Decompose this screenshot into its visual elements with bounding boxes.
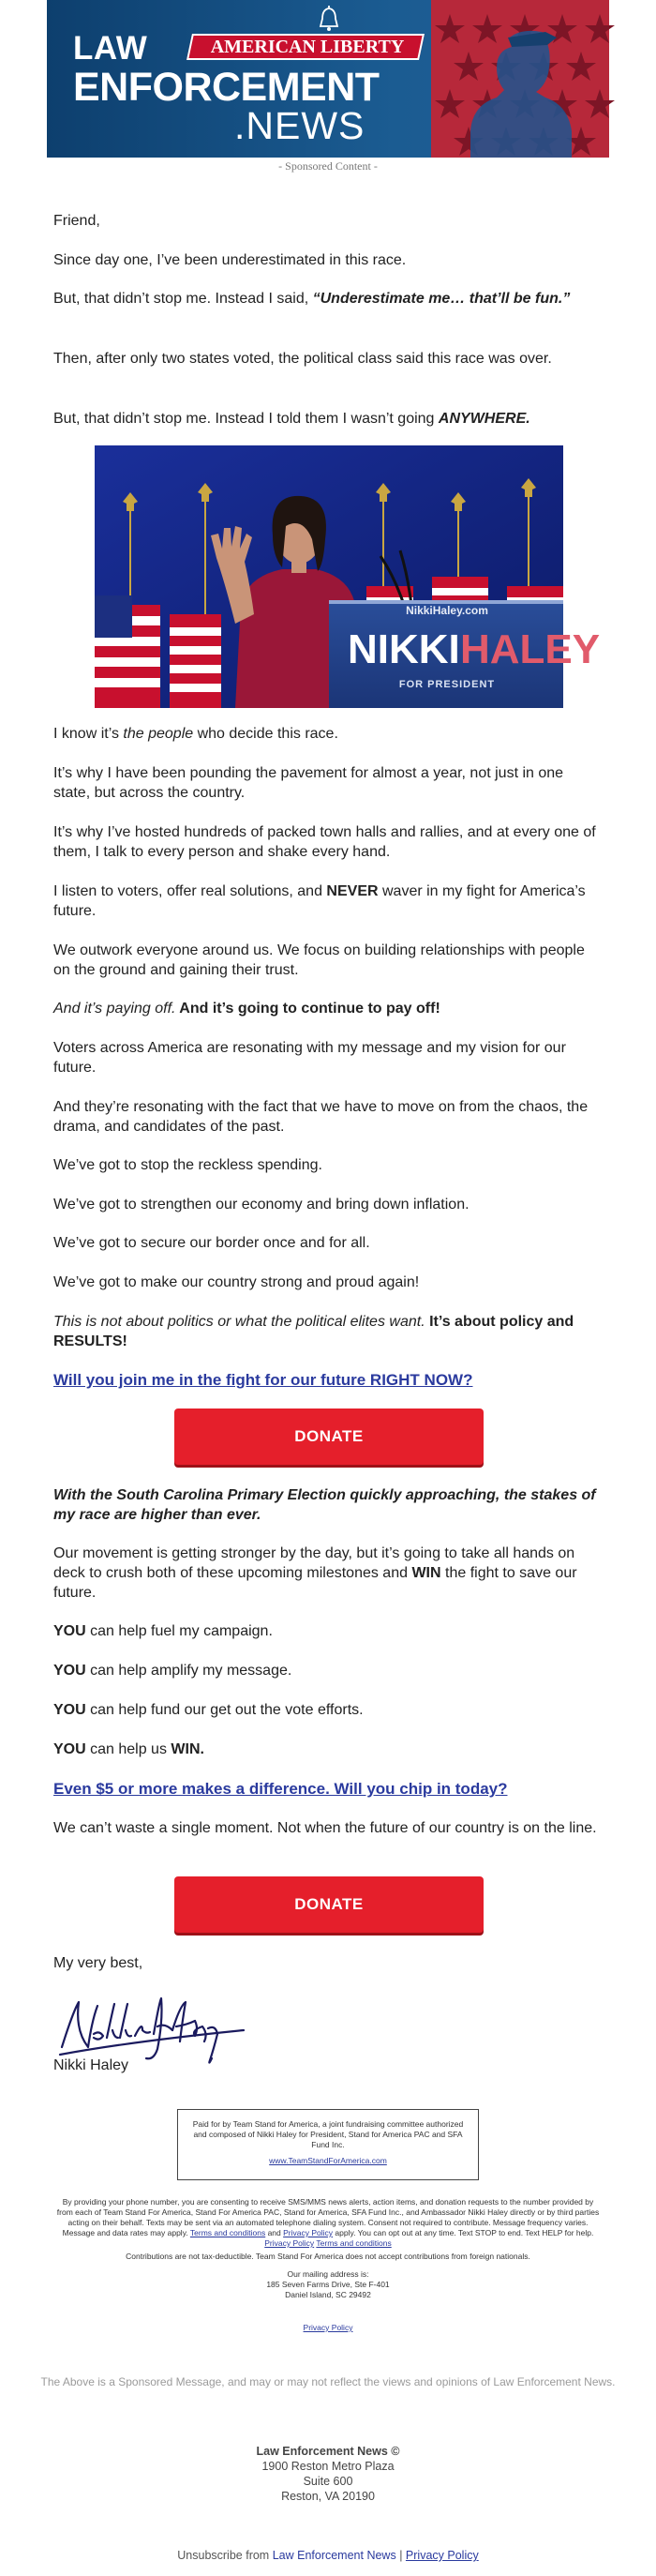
logo-text-line2: ENFORCEMENT [73, 65, 380, 110]
mailing-line2: Daniel Island, SC 29492 [285, 2290, 371, 2299]
logo-text-line1: LAW [73, 30, 148, 67]
sponsored-label: - Sponsored Content - [278, 159, 378, 173]
paragraph: I know it’s the people who decide this race. [53, 726, 338, 742]
paragraph: This is not about politics or what the political elites want. It’s about policy and RESULTS! [53, 1314, 574, 1349]
footer-privacy-link[interactable]: Privacy Policy [405, 2549, 479, 2562]
liberty-bell-icon [315, 6, 343, 34]
header-banner-logo [47, 0, 609, 158]
paragraph: We’ve got to make our country strong and proud again! [53, 1274, 420, 1290]
podium-first-name: NIKKI [348, 626, 460, 672]
paragraph: Our movement is getting stronger by the day, but it’s going to take all hands on deck to crush both of these upcoming milestones and WIN the fight to save our future. [53, 1545, 577, 1601]
paragraph [53, 1779, 603, 1800]
podium-small-text: NikkiHaley.com [406, 604, 488, 617]
address-line: Suite 600 [303, 2475, 353, 2488]
paragraph: YOU can help fund our get out the vote efforts. [53, 1702, 364, 1718]
campaign-website-link[interactable]: www.TeamStandForAmerica.com [269, 2156, 387, 2165]
paid-for-disclaimer-box [177, 2109, 479, 2180]
publisher-address [0, 2444, 656, 2504]
terms-link[interactable]: Terms and conditions [189, 2228, 266, 2237]
privacy-policy-link[interactable]: Privacy Policy [303, 2323, 353, 2332]
privacy-policy-row [56, 2323, 600, 2333]
address-line: 1900 Reston Metro Plaza [261, 2460, 395, 2473]
privacy-link[interactable]: Privacy Policy [283, 2228, 334, 2237]
paragraph: We’ve got to strengthen our economy and bring down inflation. [53, 1197, 470, 1213]
closing: My very best, [53, 1955, 143, 1971]
paragraph: YOU can help fuel my campaign. [53, 1623, 273, 1639]
paragraph: YOU can help amplify my message. [53, 1663, 292, 1679]
unsubscribe-link[interactable]: Unsubscribe from Law Enforcement News [177, 2549, 396, 2562]
join-fight-link[interactable]: Will you join me in the fight for our future RIGHT NOW? [53, 1371, 473, 1389]
campaign-photo [95, 445, 601, 708]
publisher-name: Law Enforcement News © [256, 2445, 400, 2458]
podium-last-name: HALEY [460, 626, 601, 672]
paragraph: We’ve got to stop the reckless spending. [53, 1157, 322, 1173]
signer-name: Nikki Haley [53, 2057, 129, 2073]
paragraph: Voters across America are resonating with my message and my vision for our future. [53, 1040, 566, 1076]
paragraph: Since day one, I’ve been underestimated in this race. [53, 252, 407, 268]
paragraph: And it’s paying off. And it’s going to continue to pay off! [53, 1001, 440, 1017]
paragraph: YOU can help us WIN. [53, 1741, 204, 1757]
podium-subtitle: FOR PRESIDENT [398, 679, 496, 690]
contributions-notice: Contributions are not tax-deductible. Team Stand For America does not accept contributions from foreign nationals. [126, 2252, 530, 2261]
donate-button[interactable]: DONATE [174, 1409, 484, 1465]
quote-emphasis: “Underestimate me… that’ll be fun.” [312, 291, 571, 307]
paid-for-text: Paid for by Team Stand for America, a joint fundraising committee authorized and composed of Nikki Haley for President, Stand for America PAC and SFA Fund Inc. [192, 2119, 464, 2149]
paragraph: We’ve got to secure our border once and for all. [53, 1235, 370, 1251]
unsubscribe-row: Unsubscribe from Law Enforcement News | Privacy Policy [177, 2549, 479, 2562]
mailing-line1: 185 Seven Farms Drive, Ste F-401 [266, 2280, 390, 2289]
paragraph: I listen to voters, offer real solutions, and NEVER waver in my fight for America’s future. [53, 883, 586, 919]
paragraph: But, that didn’t stop me. Instead I said, “Underestimate me… that’ll be fun.” [53, 291, 571, 307]
privacy-link-2[interactable]: Privacy Policy [264, 2238, 315, 2248]
sponsored-disclaimer: The Above is a Sponsored Message, and may or may not reflect the views and opinions of Law Enforcement News. [40, 2375, 616, 2388]
logo-text-line3: .NEWS [234, 104, 365, 147]
paragraph [53, 1370, 603, 1391]
terms-link-2[interactable]: Terms and conditions [316, 2238, 392, 2248]
paragraph: With the South Carolina Primary Election quickly approaching, the stakes of my race are higher than ever. [53, 1487, 596, 1523]
paragraph: We outwork everyone around us. We focus on building relationships with people on the ground and gaining their trust. [53, 942, 585, 978]
mailing-label: Our mailing address is: [287, 2269, 369, 2279]
paragraph: We can’t waste a single moment. Not when the future of our country is on the line. [53, 1820, 597, 1836]
ribbon-text: AMERICAN LIBERTY [210, 37, 405, 57]
paragraph: And they’re resonating with the fact that we have to move on from the chaos, the drama, and candidates of the past. [53, 1099, 589, 1135]
paragraph: It’s why I’ve hosted hundreds of packed town halls and rallies, and at every one of them, I talk to every person and shake every hand. [53, 824, 596, 860]
paragraph: But, that didn’t stop me. Instead I told them I wasn’t going ANYWHERE. [53, 411, 530, 427]
flag-stars-graphic [431, 0, 609, 158]
donate-button-2[interactable]: DONATE [174, 1876, 484, 1933]
address-line: Reston, VA 20190 [281, 2490, 375, 2503]
paragraph: It’s why I have been pounding the pavement for almost a year, not just in one state, but across the country. [53, 765, 564, 801]
greeting: Friend, [53, 213, 100, 229]
sms-consent-text: By providing your phone number, you are consenting to receive SMS/MMS news alerts, action items, and donation requests to the number provided by from each of Team Stand For America, Stand For America PAC, Stand for America, SFA Fund Inc., and Ambassador Nikki Haley directly or by third parties acting on their behalf. Texts may be sent via an automated telephone dialing system. Consent not required to contribute. Message frequency varies. Message and data rates may apply. Terms and conditions and Privacy Policy apply. You can opt out at any time. Text STOP to end. Text HELP for help. Privacy Policy Terms and conditions [56, 2197, 600, 2248]
chip-in-link[interactable]: Even $5 or more makes a difference. Will you chip in today? [53, 1780, 508, 1798]
paragraph: Then, after only two states voted, the political class said this race was over. [53, 351, 552, 367]
